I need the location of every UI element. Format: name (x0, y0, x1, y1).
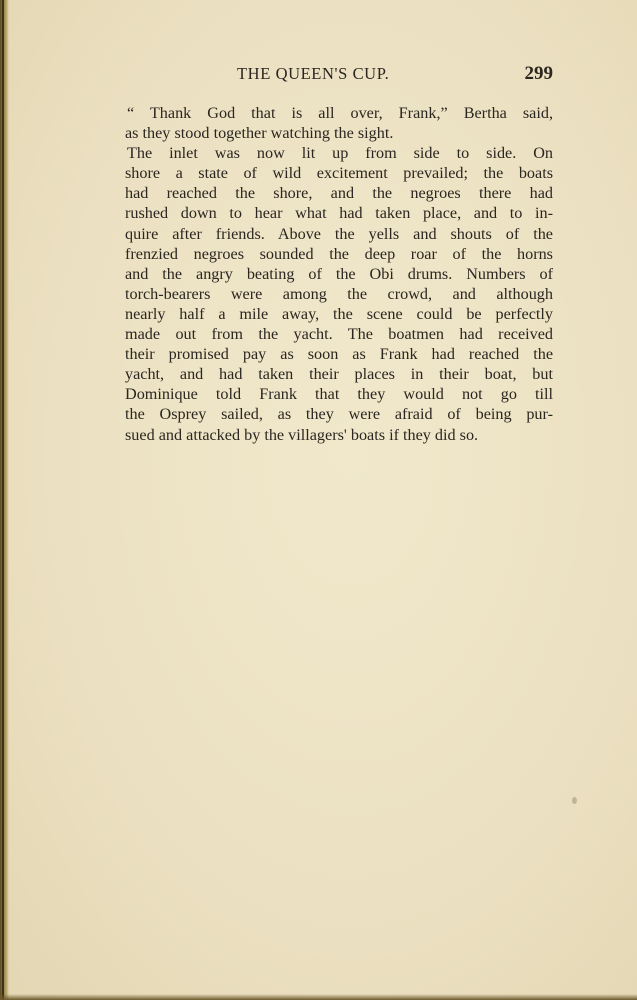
text-line: their promised pay as soon as Frank had reached the (125, 345, 553, 364)
text-line: The inlet was now lit up from side to side. On (127, 144, 553, 163)
text-line: nearly half a mile away, the scene could be perfectly (125, 304, 553, 323)
paper-speck (572, 797, 577, 804)
text-line: “ Thank God that is all over, Frank,” Bertha said, (127, 104, 553, 122)
binding-line (2, 0, 4, 1000)
page-bottom-edge (0, 994, 637, 1000)
running-header (125, 64, 553, 86)
running-title: THE QUEEN'S CUP. (237, 64, 390, 83)
text-line: frenzied negroes sounded the deep roar of the horns (125, 244, 553, 263)
text-line: torch-bearers were among the crowd, and although (125, 284, 553, 303)
text-line: and the angry beating of the Obi drums. Numbers of (125, 264, 553, 283)
text-line: made out from the yacht. The boatmen had received (125, 325, 553, 344)
text-line: as they stood together watching the sight. (125, 124, 394, 143)
text-line: shore a state of wild excitement prevailed; the boats (125, 164, 553, 183)
text-line: rushed down to hear what had taken place, and to in- (125, 204, 553, 223)
body-text (125, 103, 553, 445)
page-number: 299 (524, 63, 553, 84)
text-line: Dominique told Frank that they would not go till (125, 385, 553, 404)
text-line: sued and attacked by the villagers' boats if they did so. (125, 425, 479, 444)
text-line: had reached the shore, and the negroes there had (125, 184, 553, 203)
text-line: yacht, and had taken their places in their boat, but (125, 365, 553, 384)
text-line: the Osprey sailed, as they were afraid of being pur- (125, 405, 553, 424)
text-line: quire after friends. Above the yells and shouts of the (125, 224, 553, 243)
